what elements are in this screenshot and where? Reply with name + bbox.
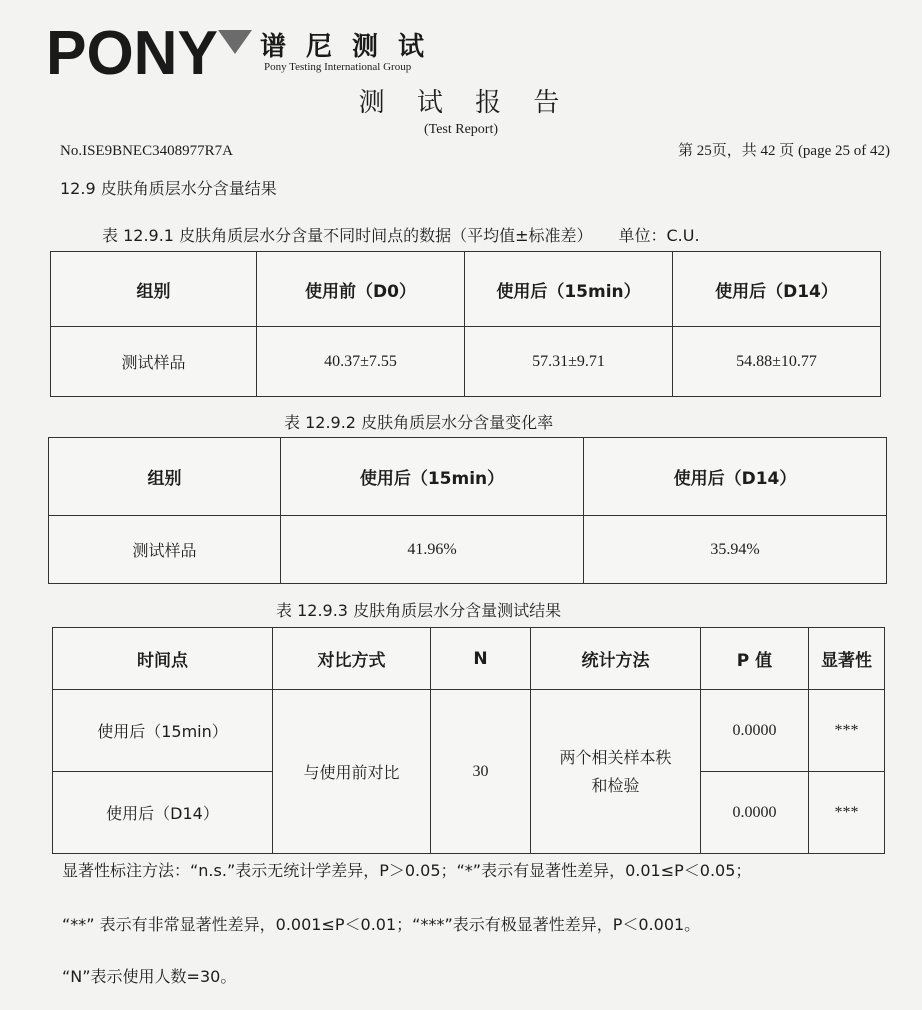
report-subtitle: (Test Report) [423,122,499,137]
table2-change-rate [48,437,887,584]
sample-size-note: “N”表示使用人数=30。 [62,967,237,986]
table1-cell-d14: 54.88±10.77 [673,327,881,397]
table3-cell-p: 0.0000 [701,690,809,772]
table1-caption-text: 表 12.9.1 皮肤角质层水分含量不同时间点的数据（平均值±标准差） [102,226,593,245]
table2-caption: 表 12.9.2 皮肤角质层水分含量变化率 [284,413,554,432]
table3-test-results [52,627,885,854]
table2-cell-15min: 41.96% [281,516,584,584]
page-number: 第 25页，共 42 页 (page 25 of 42) [677,143,890,159]
report-title: 测 试 报 告 [358,88,572,118]
table1-header-group: 组别 [51,252,257,327]
significance-note-1: 显著性标注方法：“n.s.”表示无统计学差异，P＞0.05；“*”表示有显著性差异，0.01≤P＜0.05； [62,861,752,880]
table3-header-p: P 值 [701,628,809,690]
table3-cell-significance: *** [809,690,885,772]
company-logo [46,24,586,80]
table2-header-group: 组别 [49,438,281,516]
table1-header-15min: 使用后（15min） [465,252,673,327]
table1-cell-d0: 40.37±7.55 [257,327,465,397]
significance-note-2: “**” 表示有非常显著性差异，0.001≤P＜0.01；“***”表示有极显著性差异，P＜0.001。 [62,915,701,934]
table3-cell-comparison: 与使用前对比 [273,690,431,854]
table3-cell-method: 两个相关样本秩和检验 [531,690,701,854]
table1-cell-group: 测试样品 [51,327,257,397]
logo-chinese-name: 谱尼测试 [260,32,445,62]
table1-header-d14: 使用后（D14） [673,252,881,327]
section-title: 12.9 皮肤角质层水分含量结果 [60,179,277,198]
table1-moisture-data [50,251,881,397]
table1-caption [102,223,700,246]
table3-header-n: N [431,628,531,690]
table3-cell-significance: *** [809,772,885,854]
report-number: No.ISE9BNEC3408977R7A [60,143,233,159]
table3-header-method: 统计方法 [531,628,701,690]
table3-cell-n: 30 [431,690,531,854]
table3-cell-time: 使用后（15min） [53,690,273,772]
table1-header-d0: 使用前（D0） [257,252,465,327]
svg-text:PONY: PONY [46,24,218,80]
table1-unit: 单位：C.U. [618,226,700,245]
table2-header-15min: 使用后（15min） [281,438,584,516]
table3-header-significance: 显著性 [809,628,885,690]
table3-header-comparison: 对比方式 [273,628,431,690]
table3-cell-time: 使用后（D14） [53,772,273,854]
logo-english-name: Pony Testing International Group [264,61,412,73]
table2-cell-d14: 35.94% [584,516,887,584]
table3-caption: 表 12.9.3 皮肤角质层水分含量测试结果 [276,601,562,620]
table2-header-d14: 使用后（D14） [584,438,887,516]
table3-cell-p: 0.0000 [701,772,809,854]
table2-cell-group: 测试样品 [49,516,281,584]
table1-cell-15min: 57.31±9.71 [465,327,673,397]
pony-logo-mark [46,24,254,80]
table3-header-time: 时间点 [53,628,273,690]
